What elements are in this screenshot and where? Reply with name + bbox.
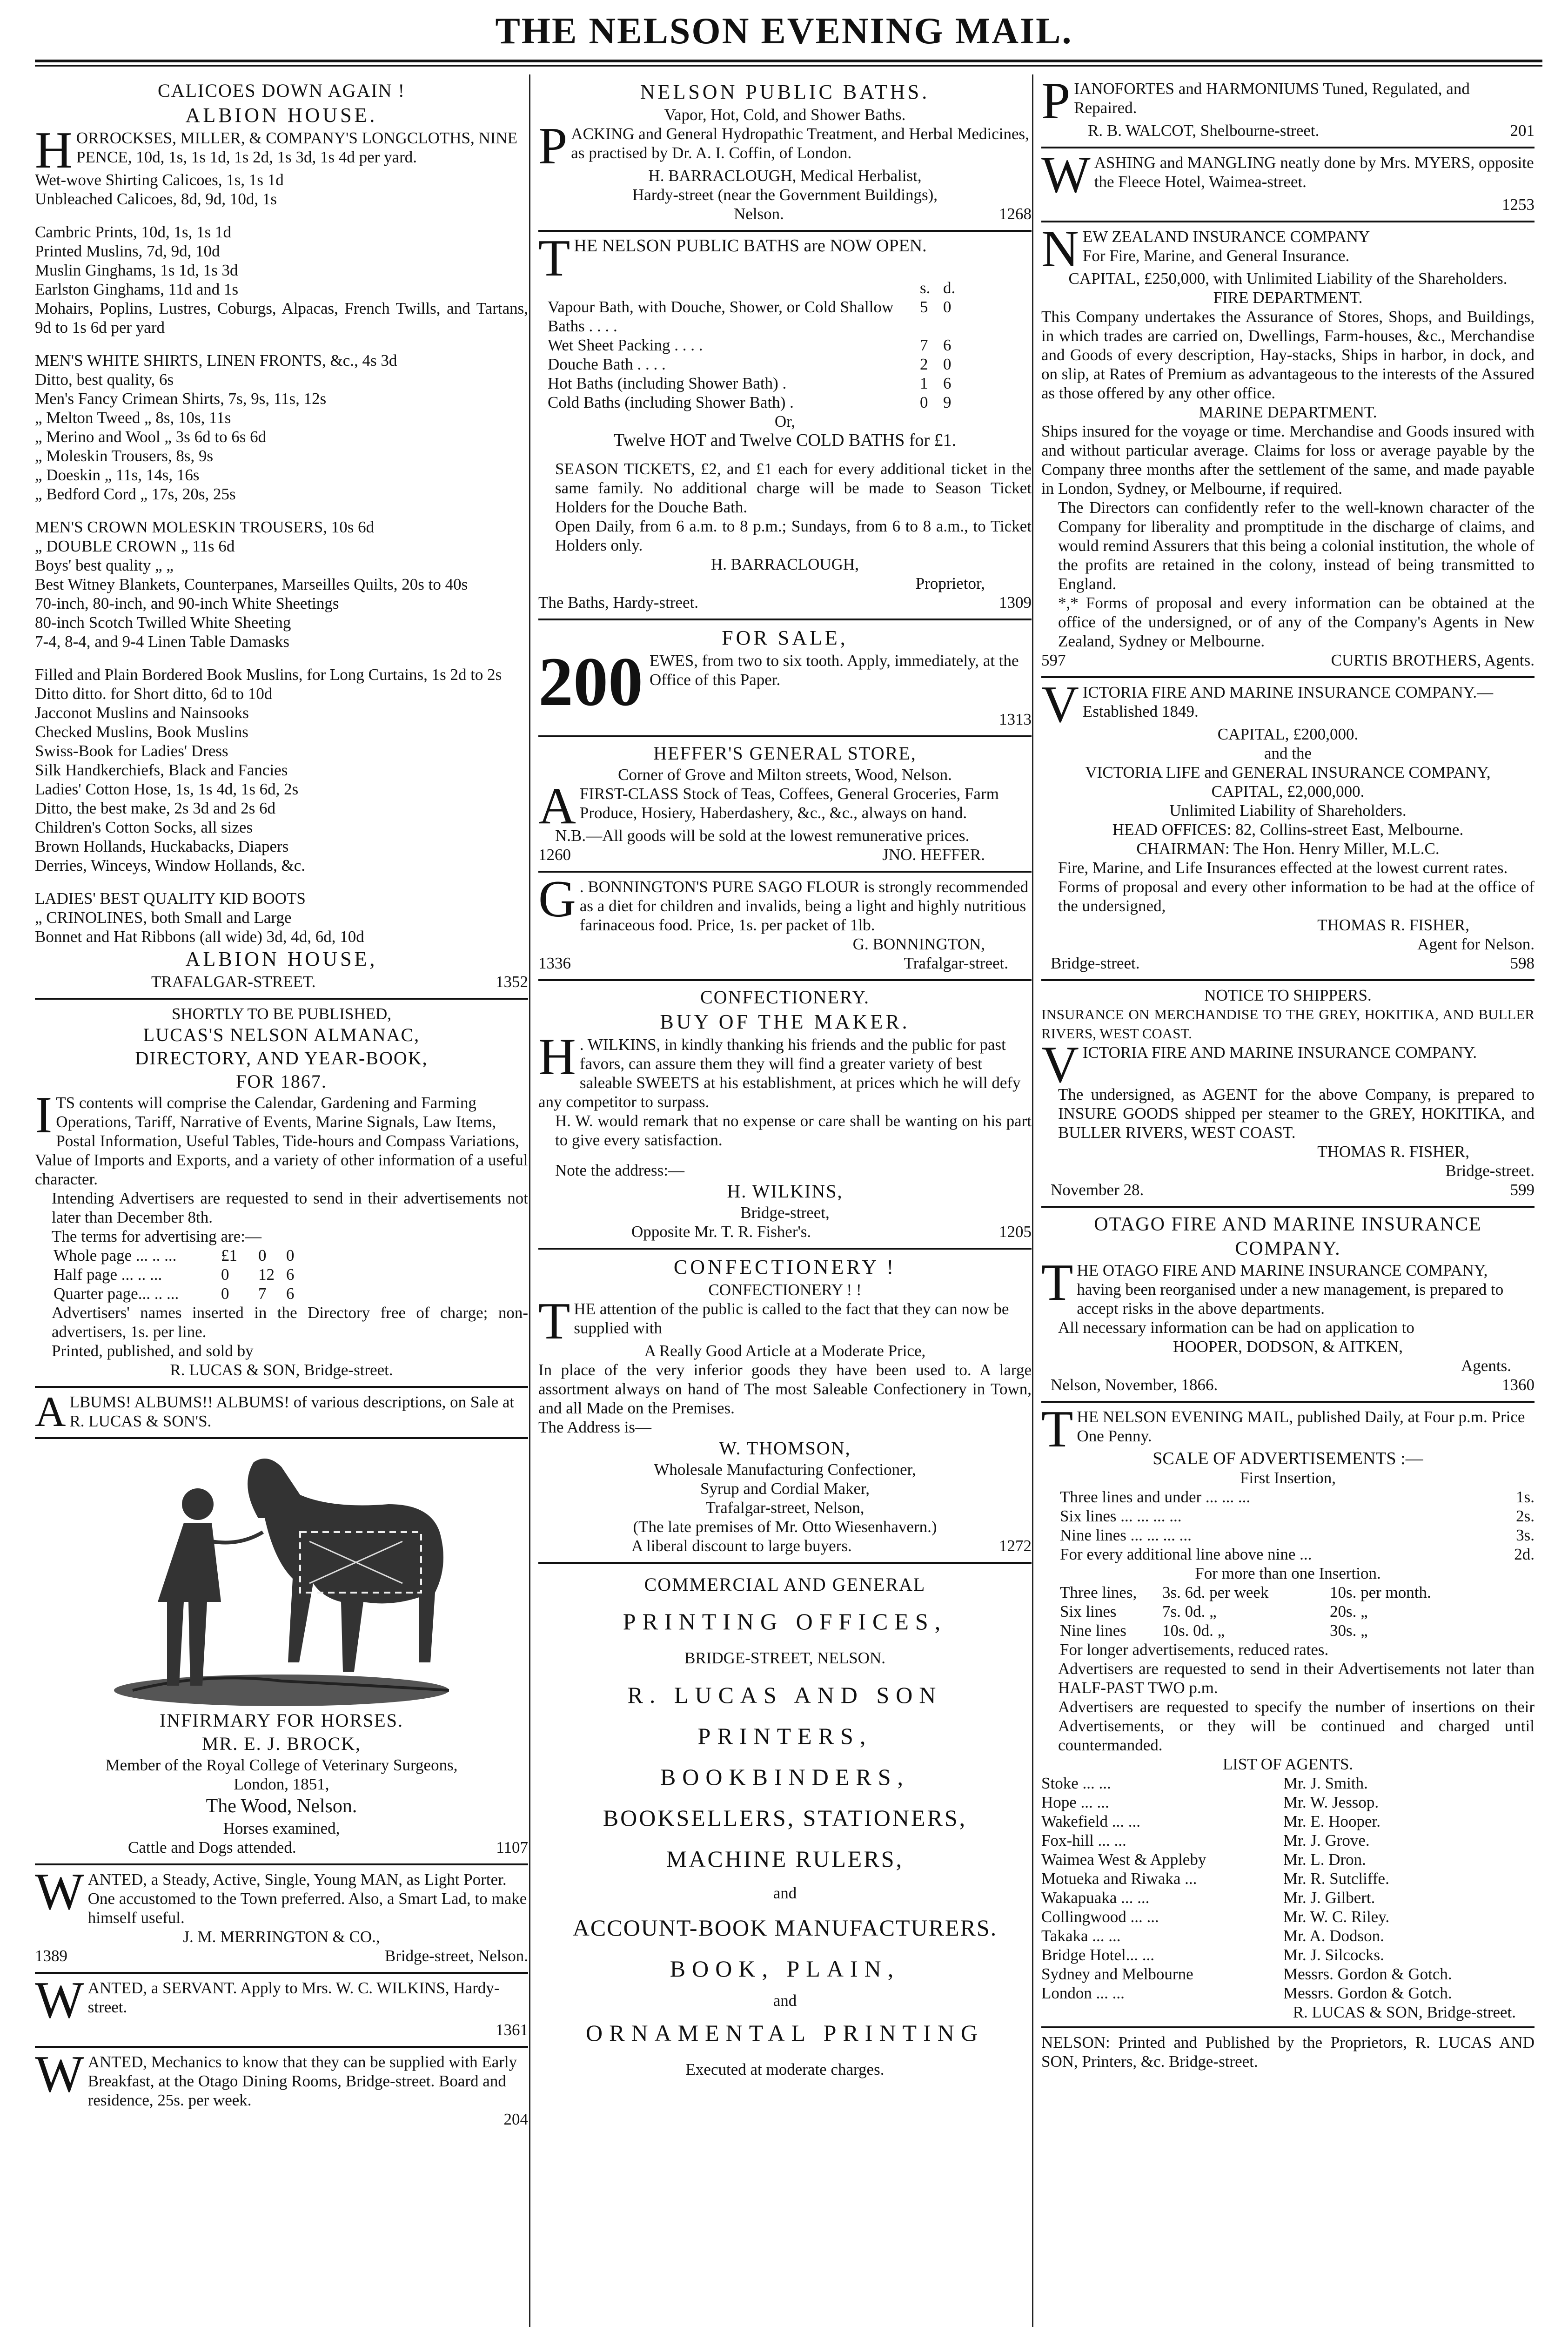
ad-title: EW ZEALAND INSURANCE COMPANY — [1082, 228, 1370, 246]
ad-name: H. WILKINS, — [727, 1181, 843, 1202]
ad-text: EWES, from two to six tooth. Apply, immediately, at the Office of this Paper. — [650, 652, 1019, 689]
ad-number: 599 — [1510, 1181, 1534, 1199]
ad-line: Wet-wove Shirting Calicoes, 1s, 1s 1d — [35, 171, 284, 189]
ad-line: Or, — [774, 412, 796, 430]
ad-address: The Wood, Nelson. — [206, 1796, 357, 1817]
ad-address: Opposite Mr. T. R. Fisher's. — [631, 1223, 811, 1241]
ad-text: Advertisers are requested to send in their Advertisements not later than HALF-PAST TWO p.m. — [1058, 1660, 1534, 1697]
ad-line: Derries, Winceys, Window Hollands, &c. — [35, 856, 306, 874]
ad-section-title: LIST OF AGENTS. — [1222, 1755, 1354, 1773]
ad-number: 1389 — [35, 1947, 67, 1965]
ad-line: A Really Good Article at a Moderate Price, — [644, 1342, 926, 1360]
ad-address: Bridge-street. — [1051, 954, 1140, 972]
drop-cap: T — [538, 1292, 570, 1350]
ad-line: Cambric Prints, 10d, 1s, 1s 1d — [35, 223, 231, 241]
ad-text: *,* Forms of proposal and every information can be obtained at the office of the undersigned, or of any of the Company's Agents in New Zealand, Sydney or Melbourne. — [1058, 594, 1534, 650]
pianoforte-ad — [1041, 74, 1534, 148]
ad-text: Ships insured for the voyage or time. Merchandise and Goods insured with and without particular average. Claims for loss or average payable by the Company three months after the settlement of the same, and made payable in London, Sydney, or Melbourne, if required. — [1041, 422, 1534, 498]
ad-line: Printed Muslins, 7d, 9d, 10d — [35, 242, 220, 260]
ad-text: HE NELSON PUBLIC BATHS are NOW OPEN. — [574, 236, 927, 256]
agent-row: Wakefield ... ... Mr. E. Hooper. — [1041, 1812, 1381, 1830]
ad-address: TRAFALGAR-STREET. — [151, 973, 316, 991]
ad-line: Swiss-Book for Ladies' Dress — [35, 742, 228, 760]
ad-line: Twelve HOT and Twelve COLD BATHS for £1. — [613, 430, 957, 450]
drop-cap: V — [1041, 676, 1079, 733]
ad-subtitle: INSURANCE ON MERCHANDISE TO THE GREY, HOKITIKA, AND BULLER RIVERS, WEST COAST. — [1041, 1006, 1534, 1042]
ad-line: For longer advertisements, reduced rates. — [1060, 1641, 1329, 1659]
drop-cap: T — [1041, 1400, 1073, 1458]
ad-text: All necessary information can be had on application to — [1058, 1318, 1414, 1337]
ad-number: 1361 — [496, 2021, 528, 2039]
infirmary-ad — [35, 1439, 528, 1865]
ad-line: Unlimited Liability of Shareholders. — [1169, 801, 1407, 820]
ad-number: 1309 — [999, 593, 1032, 612]
drop-cap: G — [538, 870, 576, 928]
ad-service: ORNAMENTAL PRINTING — [586, 2020, 984, 2046]
ad-text: . WILKINS, in kindly thanking his friends and the public for past favors, can assure them they will find a greater variety of best saleable SWEETS at his establishment, at prices which he will defy any competitor to surpass. — [538, 1036, 1021, 1111]
ad-number: 1360 — [1502, 1376, 1534, 1394]
ad-line: „ Doeskin „ 11s, 14s, 16s — [35, 466, 200, 484]
ad-text: Open Daily, from 6 a.m. to 8 p.m.; Sundays, from 6 to 8 a.m., to Ticket Holders only. — [555, 517, 1032, 554]
ad-title: OTAGO FIRE AND MARINE INSURANCE COMPANY. — [1094, 1214, 1482, 1259]
ad-line: „ Merino and Wool „ 3s 6d to 6s 6d — [35, 428, 267, 446]
ad-subtitle: Vapor, Hot, Cold, and Shower Baths. — [664, 106, 906, 124]
price-row: Douche Bath . . . . 2 0 — [548, 355, 952, 373]
baths-open-ad — [538, 229, 1032, 620]
ad-line: Ditto, best quality, 6s — [35, 370, 174, 389]
drop-cap: H — [538, 1028, 576, 1086]
rate-row: Whole page ... .. ... £1 0 0 — [54, 1246, 295, 1264]
ad-subtitle: BUY OF THE MAKER. — [660, 1010, 910, 1033]
albums-ad — [35, 1388, 528, 1439]
ad-line: Ditto ditto. for Short ditto, 6d to 10d — [35, 685, 273, 703]
ad-text: This Company undertakes the Assurance of Stores, Shops, and Buildings, in which trades are carried on, Dwellings, Farm-houses, &c., Merchandise and Goods of every description, Hay-stacks, Ships in harbor, in dock, and on slip, at Rates of Premium as advantageous to the interests of the Assured as those offered by any other office. — [1041, 308, 1534, 402]
ad-role: Proprietor, — [915, 574, 985, 592]
ad-title: LUCAS'S NELSON ALMANAC, — [143, 1024, 420, 1045]
ad-number: 204 — [503, 2110, 528, 2128]
ad-line: Best Witney Blankets, Counterpanes, Marseilles Quilts, 20s to 40s — [35, 575, 468, 593]
ad-line: (The late premises of Mr. Otto Wiesenhavern.) — [633, 1518, 937, 1536]
ad-text: Note the address:— — [555, 1161, 684, 1179]
ad-service: ACCOUNT-BOOK MANUFACTURERS. — [572, 1915, 998, 1941]
agent-row: Hope ... ... Mr. W. Jessop. — [1041, 1793, 1379, 1811]
ad-signature: R. B. WALCOT, Shelbourne-street. — [1088, 121, 1320, 140]
ad-line: 70-inch, 80-inch, and 90-inch White Sheetings — [35, 594, 339, 612]
ad-number: 1253 — [1502, 195, 1534, 214]
masthead-rule — [35, 60, 1542, 62]
ad-text: IANOFORTES and HARMONIUMS Tuned, Regulated, and Repaired. — [1074, 80, 1470, 117]
ad-line: Unbleached Calicoes, 8d, 9d, 10d, 1s — [35, 190, 277, 208]
nz-insurance-ad — [1041, 222, 1534, 678]
ad-line: Mohairs, Poplins, Lustres, Coburgs, Alpacas, French Twills, and Tartans, 9d to 1s 6d per yard — [35, 299, 528, 336]
notice-to-shippers-ad — [1041, 981, 1534, 1208]
ad-line: London, 1851, — [234, 1775, 329, 1793]
ad-line: and the — [1264, 744, 1312, 762]
horse-woodcut-illustration — [105, 1448, 458, 1709]
ad-line: Wholesale Manufacturing Confectioner, — [654, 1460, 916, 1479]
rate-row: Half page ... .. ... 0 12 6 — [54, 1265, 295, 1284]
ad-text: N.B.—All goods will be sold at the lowest remunerative prices. — [555, 827, 970, 845]
ad-town: Nelson. — [734, 205, 784, 223]
agent-row: Wakapuaka ... ... Mr. J. Gilbert. — [1041, 1889, 1375, 1907]
ad-line: Cattle and Dogs attended. — [128, 1838, 296, 1856]
ad-title: CONFECTIONERY. — [700, 987, 870, 1008]
ad-text: HE NELSON EVENING MAIL, published Daily, at Four p.m. Price One Penny. — [1077, 1408, 1525, 1445]
ad-title: INFIRMARY FOR HORSES. — [160, 1710, 403, 1731]
drop-cap: T — [538, 229, 570, 287]
ad-address: Trafalgar-street. — [904, 954, 1008, 972]
ad-title: ICTORIA FIRE AND MARINE INSURANCE COMPANY.—Established 1849. — [1082, 683, 1494, 720]
ad-number: 1107 — [496, 1838, 528, 1856]
ad-banner: CALICOES DOWN AGAIN ! — [158, 80, 405, 101]
sago-flour-ad — [538, 870, 1032, 981]
imprint: NELSON: Printed and Published by the Proprietors, R. LUCAS AND SON, Printers, &c. Bridge-street. — [1041, 2033, 1534, 2071]
ad-text: ANTED, a Steady, Active, Single, Young MAN, as Light Porter. One accustomed to the Town preferred. Also, a Smart Lad, to make himself useful. — [87, 1870, 527, 1927]
column-rule — [529, 74, 530, 2327]
ad-text: The Address is— — [538, 1418, 652, 1436]
rate-row: Nine lines 10s. 0d. „ 30s. „ — [1060, 1621, 1368, 1640]
ad-title: ALBION HOUSE. — [185, 104, 378, 127]
ad-title: COMMERCIAL AND GENERAL — [644, 1574, 926, 1595]
ad-text: Advertisers' names inserted in the Directory free of charge; non-advertisers, 1s. per line. — [52, 1304, 528, 1341]
ad-text: Advertisers are requested to specify the number of insertions on their Advertisements, or they will be continued and charged until countermanded. — [1058, 1698, 1534, 1754]
ad-line: Boys' best quality „ „ — [35, 556, 174, 574]
ad-text: FIRST-CLASS Stock of Teas, Coffees, General Groceries, Farm Produce, Hosiery, Haberdashery, &c., &c., always on hand. — [579, 785, 999, 822]
ad-subtitle: For Fire, Marine, and General Insurance. — [1082, 247, 1350, 265]
ad-number: 1313 — [999, 710, 1032, 728]
agent-row: Takaka ... ... Mr. A. Dodson. — [1041, 1927, 1384, 1945]
masthead-rule-thin — [35, 65, 1542, 67]
ad-number: 201 — [1510, 121, 1534, 140]
ad-line: MEN'S CROWN MOLESKIN TROUSERS, 10s 6d — [35, 518, 375, 536]
ad-title: FOR SALE, — [722, 626, 848, 649]
drop-cap: T — [1041, 1254, 1073, 1311]
ad-signature: G. BONNINGTON, — [852, 935, 985, 953]
ad-signature: R. LUCAS & SON, Bridge-street. — [1041, 2003, 1534, 2028]
ad-footer-title: ALBION HOUSE, — [185, 948, 378, 970]
ad-name: W. THOMSON, — [719, 1438, 851, 1459]
ad-line: SHORTLY TO BE PUBLISHED, — [171, 1005, 392, 1023]
ad-capital: CAPITAL, £2,000,000. — [1211, 782, 1365, 800]
ad-capital: CAPITAL, £200,000. — [1217, 725, 1359, 743]
drop-cap: W — [35, 2045, 84, 2103]
ad-signature: J. M. MERRINGTON & CO., — [183, 1928, 380, 1946]
ad-service: PRINTERS, — [697, 1723, 872, 1749]
ad-capital: CAPITAL, £250,000, with Unlimited Liability of the Shareholders. — [1068, 269, 1508, 288]
column-2 — [538, 74, 1032, 2327]
ad-title: HEFFER'S GENERAL STORE, — [653, 743, 917, 764]
ad-address: Corner of Grove and Milton streets, Wood, Nelson. — [618, 766, 952, 784]
ad-line: „ CRINOLINES, both Small and Large — [35, 908, 292, 927]
wanted-mechanics-ad — [35, 2045, 528, 2135]
ad-line: Horses examined, — [223, 1819, 340, 1837]
ad-number: 597 — [1041, 651, 1066, 669]
ad-role: Agents. — [1461, 1357, 1511, 1375]
ad-line: Muslin Ginghams, 1s 1d, 1s 3d — [35, 261, 238, 279]
ad-title: ICTORIA FIRE AND MARINE INSURANCE COMPANY. — [1082, 1043, 1477, 1062]
ad-line: CHAIRMAN: The Hon. Henry Miller, M.L.C. — [1136, 840, 1440, 858]
agent-row: Waimea West & Appleby Mr. L. Dron. — [1041, 1850, 1366, 1869]
ad-line: Checked Muslins, Book Muslins — [35, 723, 248, 741]
rate-row: For every additional line above nine ... 2d. — [1060, 1545, 1534, 1563]
agent-row: Collingwood ... ... Mr. W. C. Riley. — [1041, 1908, 1390, 1926]
ad-line: Earlston Ginghams, 11d and 1s — [35, 280, 239, 298]
agent-row: Stoke ... ... Mr. J. Smith. — [1041, 1774, 1368, 1792]
wanted-porter-ad — [35, 1865, 528, 1974]
drop-cap: V — [1041, 1036, 1079, 1094]
ad-number: 1272 — [999, 1537, 1032, 1555]
ad-number: 1260 — [538, 846, 571, 864]
masthead: THE NELSON EVENING MAIL. — [495, 11, 1073, 52]
ad-address: Hardy-street (near the Government Buildings), — [632, 186, 938, 204]
ad-line: HEAD OFFICES: 82, Collins-street East, Melbourne. — [1112, 821, 1464, 839]
ad-text: TS contents will comprise the Calendar, Gardening and Farming Operations, Tariff, Narrative of Events, Marine Signals, Law Items, Postal Information, Useful Tables, Tide-hours and Compass Variations, Value of Imports and Exports, and a variety of other information of a useful character. — [35, 1094, 528, 1188]
for-sale-ad — [538, 620, 1032, 737]
ad-signature: R. LUCAS & SON, Bridge-street. — [170, 1361, 393, 1379]
ad-text: ACKING and General Hydropathic Treatment, and Herbal Medicines, as practised by Dr. A. I. Coffin, of London. — [571, 125, 1029, 162]
ad-text: Intending Advertisers are requested to send in their advertisements not later than December 8th. — [52, 1189, 528, 1226]
nelson-baths-ad — [538, 74, 1032, 232]
drop-cap: P — [1041, 74, 1071, 130]
ad-date: Nelson, November, 1866. — [1051, 1376, 1218, 1394]
ad-service: BOOK, PLAIN, — [670, 1956, 900, 1982]
ad-title: SCALE OF ADVERTISEMENTS :— — [1153, 1449, 1423, 1468]
ad-line: For more than one Insertion. — [1195, 1564, 1381, 1582]
ad-line: LADIES' BEST QUALITY KID BOOTS — [35, 889, 306, 908]
ad-line: „ DOUBLE CROWN „ 11s 6d — [35, 537, 235, 555]
ad-text: ASHING and MANGLING neatly done by Mrs. MYERS, opposite the Fleece Hotel, Waimea-street. — [1094, 154, 1534, 191]
ad-line: „ Bedford Cord „ 17s, 20s, 25s — [35, 485, 236, 503]
ad-title: CONFECTIONERY ! — [673, 1256, 897, 1278]
ad-text: ORROCKSES, MILLER, & COMPANY'S LONGCLOTHS, NINE PENCE, 10d, 1s, 1s 1d, 1s 2d, 1s 3d, 1s 4d per yard. — [76, 129, 518, 166]
ad-address: BRIDGE-STREET, NELSON. — [684, 1649, 885, 1667]
ad-title: FOR 1867. — [236, 1071, 327, 1092]
ad-line: Brown Hollands, Huckabacks, Diapers — [35, 837, 289, 855]
ad-number: 598 — [1510, 954, 1534, 972]
drop-cap: I — [35, 1086, 53, 1144]
ad-line: Ditto, the best make, 2s 3d and 2s 6d — [35, 799, 276, 817]
rate-row: Six lines ... ... ... ... 2s. — [1060, 1507, 1534, 1525]
agent-row: Motueka and Riwaka ... Mr. R. Sutcliffe. — [1041, 1870, 1389, 1888]
rate-row: Quarter page... .. ... 0 7 6 — [54, 1285, 295, 1303]
drop-cap: P — [538, 117, 568, 175]
drop-cap: N — [1041, 220, 1079, 278]
ad-text: ANTED, a SERVANT. Apply to Mrs. W. C. WILKINS, Hardy-street. — [87, 1979, 500, 2016]
ad-line: and — [773, 1884, 797, 1902]
ad-address: The Baths, Hardy-street. — [538, 593, 699, 612]
ad-line: Men's Fancy Crimean Shirts, 7s, 9s, 11s, 12s — [35, 390, 327, 408]
ad-line: Children's Cotton Socks, all sizes — [35, 818, 253, 836]
ad-text: H. W. would remark that no expense or care shall be wanting on his part to give every satisfaction. — [555, 1112, 1032, 1149]
ad-address: Bridge-street, — [740, 1204, 830, 1222]
otago-insurance-ad — [1041, 1208, 1534, 1403]
drop-cap: H — [35, 121, 73, 179]
rate-row: Three lines, 3s. 6d. per week 10s. per month. — [1060, 1583, 1431, 1601]
agent-row: Bridge Hotel... ... Mr. J. Silcocks. — [1041, 1946, 1384, 1964]
almanac-ad — [35, 1000, 528, 1388]
ad-service: MACHINE RULERS, — [666, 1846, 904, 1872]
victoria-insurance-ad — [1041, 678, 1534, 981]
ad-line: Executed at moderate charges. — [685, 2060, 885, 2078]
ad-line: Syrup and Cordial Maker, — [700, 1480, 870, 1498]
ad-title: PRINTING OFFICES, — [623, 1608, 947, 1634]
heffer-store-ad — [538, 737, 1032, 873]
ad-line: MEN'S WHITE SHIRTS, LINEN FRONTS, &c., 4s 3d — [35, 351, 397, 370]
ad-line: Member of the Royal College of Veterinary Surgeons, — [105, 1756, 458, 1774]
ad-title: DIRECTORY, AND YEAR-BOOK, — [135, 1048, 428, 1069]
ad-title: NOTICE TO SHIPPERS. — [1204, 986, 1372, 1004]
ad-text: HE OTAGO FIRE AND MARINE INSURANCE COMPANY, having been reorganised under a new management, is prepared to accept risks in the above departments. — [1077, 1261, 1504, 1318]
ad-signature: THOMAS R. FISHER, — [1317, 1143, 1469, 1161]
ad-number: 1336 — [538, 954, 571, 972]
ad-line: Ladies' Cotton Hose, 1s, 1s 4d, 1s 6d, 2s — [35, 780, 299, 798]
ad-line: Trafalgar-street, Nelson, — [705, 1499, 864, 1517]
ad-title: R. LUCAS AND SON — [627, 1682, 943, 1708]
drop-cap: W — [35, 1971, 84, 2029]
ad-signature: JNO. HEFFER. — [882, 846, 985, 864]
ad-title: NELSON PUBLIC BATHS. — [640, 81, 930, 103]
price-header: s. d. — [920, 279, 956, 297]
ad-text: The terms for advertising are:— — [52, 1227, 261, 1245]
ad-line: First Insertion, — [1240, 1469, 1336, 1487]
ad-title: VICTORIA LIFE and GENERAL INSURANCE COMPANY, — [1085, 763, 1491, 781]
column-3 — [1041, 74, 1534, 2327]
drop-cap: W — [35, 1863, 84, 1921]
ad-section-title: FIRE DEPARTMENT. — [1213, 289, 1363, 307]
washing-ad — [1041, 148, 1534, 222]
ad-section-title: MARINE DEPARTMENT. — [1199, 403, 1377, 421]
wanted-servant-ad — [35, 1971, 528, 2048]
ad-text: In place of the very inferior goods they have been used to. A large assortment always on hand of The most Saleable Confectionery in Town, and all Made on the Premises. — [538, 1361, 1032, 1417]
ad-line: A liberal discount to large buyers. — [631, 1537, 852, 1555]
rate-row: Three lines and under ... ... ... 1s. — [1060, 1488, 1534, 1506]
ad-service: BOOKSELLERS, STATIONERS, — [603, 1805, 967, 1831]
albion-house-ad — [35, 74, 528, 1000]
ad-text: Printed, published, and sold by — [52, 1342, 254, 1360]
ad-text: Forms of proposal and every other information to be had at the office of the undersigned, — [1058, 878, 1534, 915]
ad-big-number: 200 — [538, 643, 643, 720]
column-rule — [1032, 74, 1033, 2327]
ad-signature: H. BARRACLOUGH, — [711, 555, 859, 573]
evening-mail-ad — [1041, 1400, 1534, 2078]
ad-service: BOOKBINDERS, — [660, 1764, 910, 1790]
ad-line: and — [773, 1991, 797, 2010]
ad-text: SEASON TICKETS, £2, and £1 each for every additional ticket in the same family. No additional charge will be made to Season Ticket Holders for the Douche Bath. — [555, 460, 1032, 516]
ad-number: 1352 — [496, 973, 528, 991]
ad-line: Jacconot Muslins and Nainsooks — [35, 704, 249, 722]
ad-number: 1268 — [999, 205, 1032, 223]
agent-row: Fox-hill ... ... Mr. J. Grove. — [1041, 1831, 1370, 1849]
drop-cap: A — [538, 777, 576, 835]
ad-line: „ Melton Tweed „ 8s, 10s, 11s — [35, 409, 231, 427]
ad-text: ANTED, Mechanics to know that they can be supplied with Early Breakfast, at the Otago Dining Rooms, Bridge-street. Board and residence, 25s. per week. — [87, 2053, 517, 2109]
ad-date: November 28. — [1051, 1181, 1144, 1199]
ad-line: Silk Handkerchiefs, Black and Fancies — [35, 761, 288, 779]
price-row: Wet Sheet Packing . . . . 7 6 — [548, 336, 952, 354]
ad-number: 1205 — [999, 1223, 1032, 1241]
price-row: Hot Baths (including Shower Bath) . 1 6 — [548, 374, 952, 392]
ad-line: 80-inch Scotch Twilled White Sheeting — [35, 613, 291, 632]
ad-text: LBUMS! ALBUMS!! ALBUMS! of various descriptions, on Sale at R. LUCAS & SON'S. — [69, 1393, 515, 1430]
printing-offices-ad — [538, 1564, 1032, 2092]
ad-subtitle: CONFECTIONERY ! ! — [708, 1281, 862, 1299]
ad-name: MR. E. J. BROCK, — [201, 1733, 362, 1754]
column-1 — [35, 74, 528, 2327]
ad-signature: H. BARRACLOUGH, Medical Herbalist, — [648, 167, 922, 185]
ad-text: The Directors can confidently refer to the well-known character of the Company for liberality and promptitude in the discharge of claims, and would remind Assurers that this being a colonial institution, the whole of the profits are retained in the colony, instead of being transmitted to England. — [1058, 498, 1534, 593]
agent-row: Sydney and Melbourne Messrs. Gordon & Gotch. — [1041, 1965, 1452, 1983]
ad-signature: THOMAS R. FISHER, — [1317, 916, 1469, 934]
ad-line: Bonnet and Hat Ribbons (all wide) 3d, 4d, 6d, 10d — [35, 928, 364, 946]
agent-row: London ... ... Messrs. Gordon & Gotch. — [1041, 1984, 1452, 2002]
ad-text: . BONNINGTON'S PURE SAGO FLOUR is strongly recommended as a diet for children and invalids, being a light and highly nutritious farinaceous food. Price, 1s. per packet of 1lb. — [579, 878, 1029, 934]
ad-text: Fire, Marine, and Life Insurances effected at the lowest current rates. — [1058, 859, 1508, 877]
ad-role: Agent for Nelson. — [1417, 935, 1534, 953]
ad-address: Bridge-street, Nelson. — [384, 1947, 528, 1965]
confectionery-wilkins-ad — [538, 981, 1032, 1250]
drop-cap: A — [35, 1388, 66, 1435]
ad-signature: HOOPER, DODSON, & AITKEN, — [1173, 1338, 1403, 1356]
price-row: Cold Baths (including Shower Bath) . 0 9 — [548, 393, 952, 411]
ad-line: Filled and Plain Bordered Book Muslins, for Long Curtains, 1s 2d to 2s — [35, 666, 502, 684]
ad-line: 7-4, 8-4, and 9-4 Linen Table Damasks — [35, 632, 290, 651]
ad-line: „ Moleskin Trousers, 8s, 9s — [35, 447, 214, 465]
drop-cap: W — [1041, 146, 1091, 204]
price-row: Vapour Bath, with Douche, Shower, or Cold Shallow Baths . . . . 5 0 — [548, 298, 952, 335]
ad-text: HE attention of the public is called to the fact that they can now be supplied with — [574, 1300, 1009, 1337]
rate-row: Nine lines ... ... ... ... 3s. — [1060, 1526, 1534, 1544]
confectionery-thomson-ad — [538, 1250, 1032, 1564]
ad-signature: CURTIS BROTHERS, Agents. — [1331, 651, 1534, 669]
rate-row: Six lines 7s. 0d. „ 20s. „ — [1060, 1602, 1368, 1621]
ad-address: Bridge-street. — [1445, 1162, 1534, 1180]
ad-text: The undersigned, as AGENT for the above Company, is prepared to INSURE GOODS shipped per steamer to the GREY, HOKITIKA, and BULLER RIVERS, WEST COAST. — [1058, 1085, 1534, 1142]
